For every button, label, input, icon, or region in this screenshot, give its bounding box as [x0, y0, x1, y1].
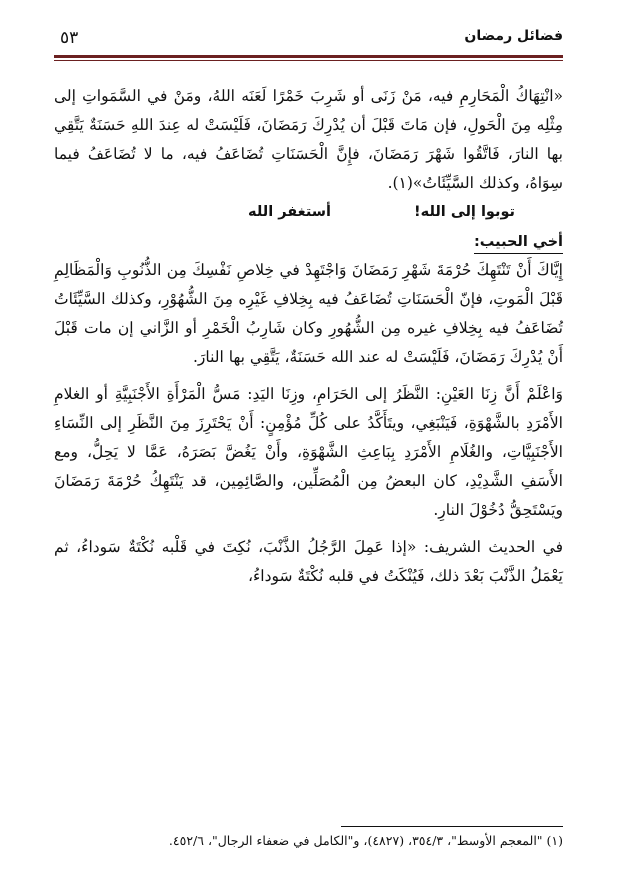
paragraph-hadith: في الحديث الشريف: «إذا عَمِلَ الرَّجُلُ الذَّنْبَ، نُكِتَ في قَلْبه نُكْتَةٌ سَوداءُ، ثم يَعْمَلُ الذَّنْبَ بَعْدَ ذلك، فَيُنْكَتُ في قلبه نُكْتَةٌ سَوداءُ، [54, 538, 563, 585]
call-to-action [54, 198, 563, 227]
footnote-rule [341, 826, 563, 827]
paragraph-gaze: وَاعْلَمْ أَنَّ زِنَا العَيْنِ: النَّظَرُ إلى الحَرَامِ، وزِنَا اليَدِ: مَسُّ الْمَرْأَةِ الأَجْنَبِيَّةِ أو الغلامِ الأَمْرَدِ بالشَّهْوَةِ، فَيَنْبَغِي، ويتَأَكَّدُ على كُلِّ مُؤْمِنٍ: أَنْ يَحْتَرِزَ مِنَ النَّظَرِ إلى النِّسَاءِ الأَجْنَبِيَّاتِ، والغُلَامِ الأَمْرَدِ بِبَاعِثِ الشَّهْوَةِ، وأَنْ يَغُضَّ بَصَرَهُ، عَمَّا لا يَحِلُّ، ومع الأَسَفِ الشَّدِيْدِ، كان البعضُ مِن الْمُصَلِّين، والصَّائِمِين، قد يَنْتَهِكُ حُرْمَةَ رَمَضَانَ ويَسْتَحِقُّ دُخُوْلَ النارِ. [54, 385, 563, 519]
footnote: (١) "المعجم الأوسط"، ٣٥٤/٣، (٤٨٢٧)، و"الكامل في ضعفاء الرجال"، ٤٥٢/٦. [168, 833, 563, 848]
page-header [54, 28, 563, 50]
main-text [54, 82, 563, 591]
header-rule-thick [54, 55, 563, 58]
section-heading: أخي الحبيب: [474, 231, 563, 254]
header-rule-thin [54, 60, 563, 61]
cta-repent: توبوا إلى الله! [414, 204, 515, 220]
book-title: فضائل رمضان [464, 28, 563, 44]
paragraph-warning: إِيَّاكَ أَنْ تَنْتَهِكَ حُرْمَةَ شَهْرِ رَمَضَانَ وَاجْتَهِدْ في خِلاصِ نَفْسِكَ مِن الذُّنُوبِ وَالْمَظَالِمِ قَبْلَ الْمَوتِ، فإنّ الْحَسَنَاتِ تُضَاعَفُ فيه بِخِلافِ غَيْرِه مِنَ الشُّهُوْرِ، وكذلك السَّيِّئَاتُ تُضَاعَفُ فيه بِخِلافِ غيره مِن الشُّهُورِ وكان شَارِبُ الْخَمْرِ أو الزَّاني إن مات قَبْلَ أَنْ يُدْرِكَ رَمَضَانَ، فَلَيْسَتْ له عند الله حَسَنَةٌ، يَتَّقِي بها النارَ. [54, 261, 563, 366]
quote-paragraph: «انْتِهَاكُ الْمَحَارِمِ فيه، مَنْ زَنَى أو شَرِبَ خَمْرًا لَعَنَه اللهُ، ومَنْ في السَّمَواتِ إلى مِثْلِه مِنَ الْحَولِ، فإن مَاتَ قَبْلَ أن يُدْرِكَ رَمَضَانَ، فَلَيْسَتْ له عِندَ اللهِ حَسَنَةٌ يَتَّقِي بها النارَ، فَاتَّقُوا شَهْرَ رَمَضَانَ، فإِنَّ الْحَسَنَاتِ تُضَاعَفُ فيه، ما لا تُضَاعَفُ فيما سِوَاهُ، وكذلك السَّيِّئَاتُ»(١). [54, 87, 563, 192]
cta-seek-forgiveness: أستغفر الله [248, 204, 331, 220]
page-number: ٥٣ [60, 28, 79, 48]
